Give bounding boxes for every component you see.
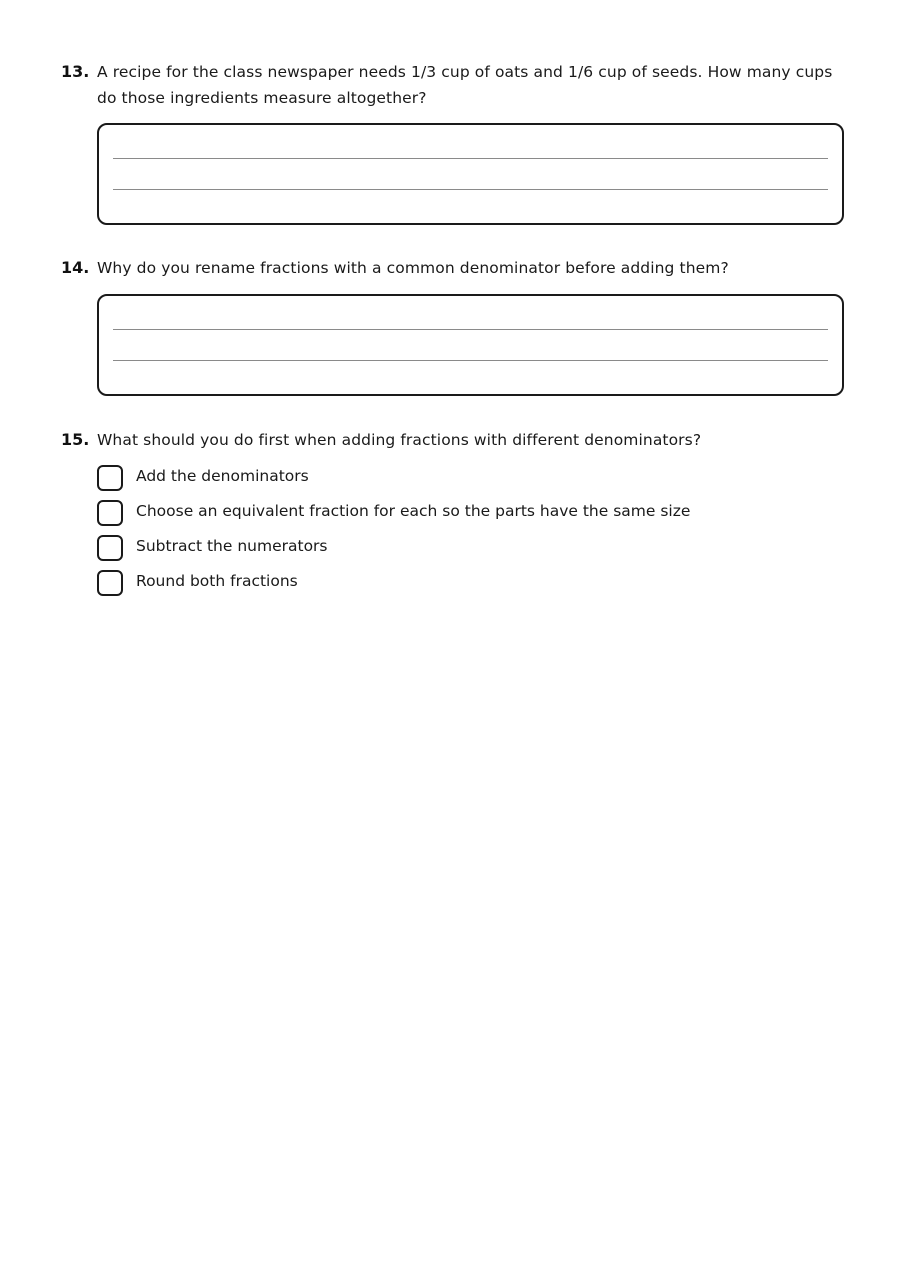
question-text: What should you do first when adding fractions with different denominators?: [97, 431, 702, 449]
answer-line: [113, 360, 828, 361]
question-header: [61, 255, 851, 281]
checkbox[interactable]: [97, 570, 123, 596]
question-number: 13.: [61, 62, 90, 81]
answer-box[interactable]: [97, 123, 844, 225]
checkbox[interactable]: [97, 535, 123, 561]
answer-box[interactable]: [97, 294, 844, 396]
option-label: Round both fractions: [136, 572, 298, 590]
option-round-fractions[interactable]: [97, 570, 851, 605]
question-header: [61, 59, 851, 111]
answer-line: [113, 158, 828, 159]
answer-line: [113, 189, 828, 190]
question-header: [61, 427, 851, 453]
option-subtract-numerators[interactable]: [97, 535, 851, 570]
answer-line: [113, 329, 828, 330]
question-number: 15.: [61, 430, 90, 449]
question-text: A recipe for the class newspaper needs 1/3 cup of oats and 1/6 cup of seeds. How many cups do those ingredients measure altogether?: [97, 63, 833, 107]
checkbox[interactable]: [97, 500, 123, 526]
option-label: Subtract the numerators: [136, 537, 328, 555]
question-15: [61, 427, 851, 605]
question-text: Why do you rename fractions with a common denominator before adding them?: [97, 259, 729, 277]
checkbox[interactable]: [97, 465, 123, 491]
option-label: Choose an equivalent fraction for each so the parts have the same size: [136, 502, 691, 520]
answer-options: [97, 465, 851, 605]
option-add-denominators[interactable]: [97, 465, 851, 500]
option-label: Add the denominators: [136, 467, 309, 485]
option-equivalent-fraction[interactable]: [97, 500, 851, 535]
question-13: [61, 59, 851, 225]
question-number: 14.: [61, 258, 90, 277]
question-14: [61, 255, 851, 396]
